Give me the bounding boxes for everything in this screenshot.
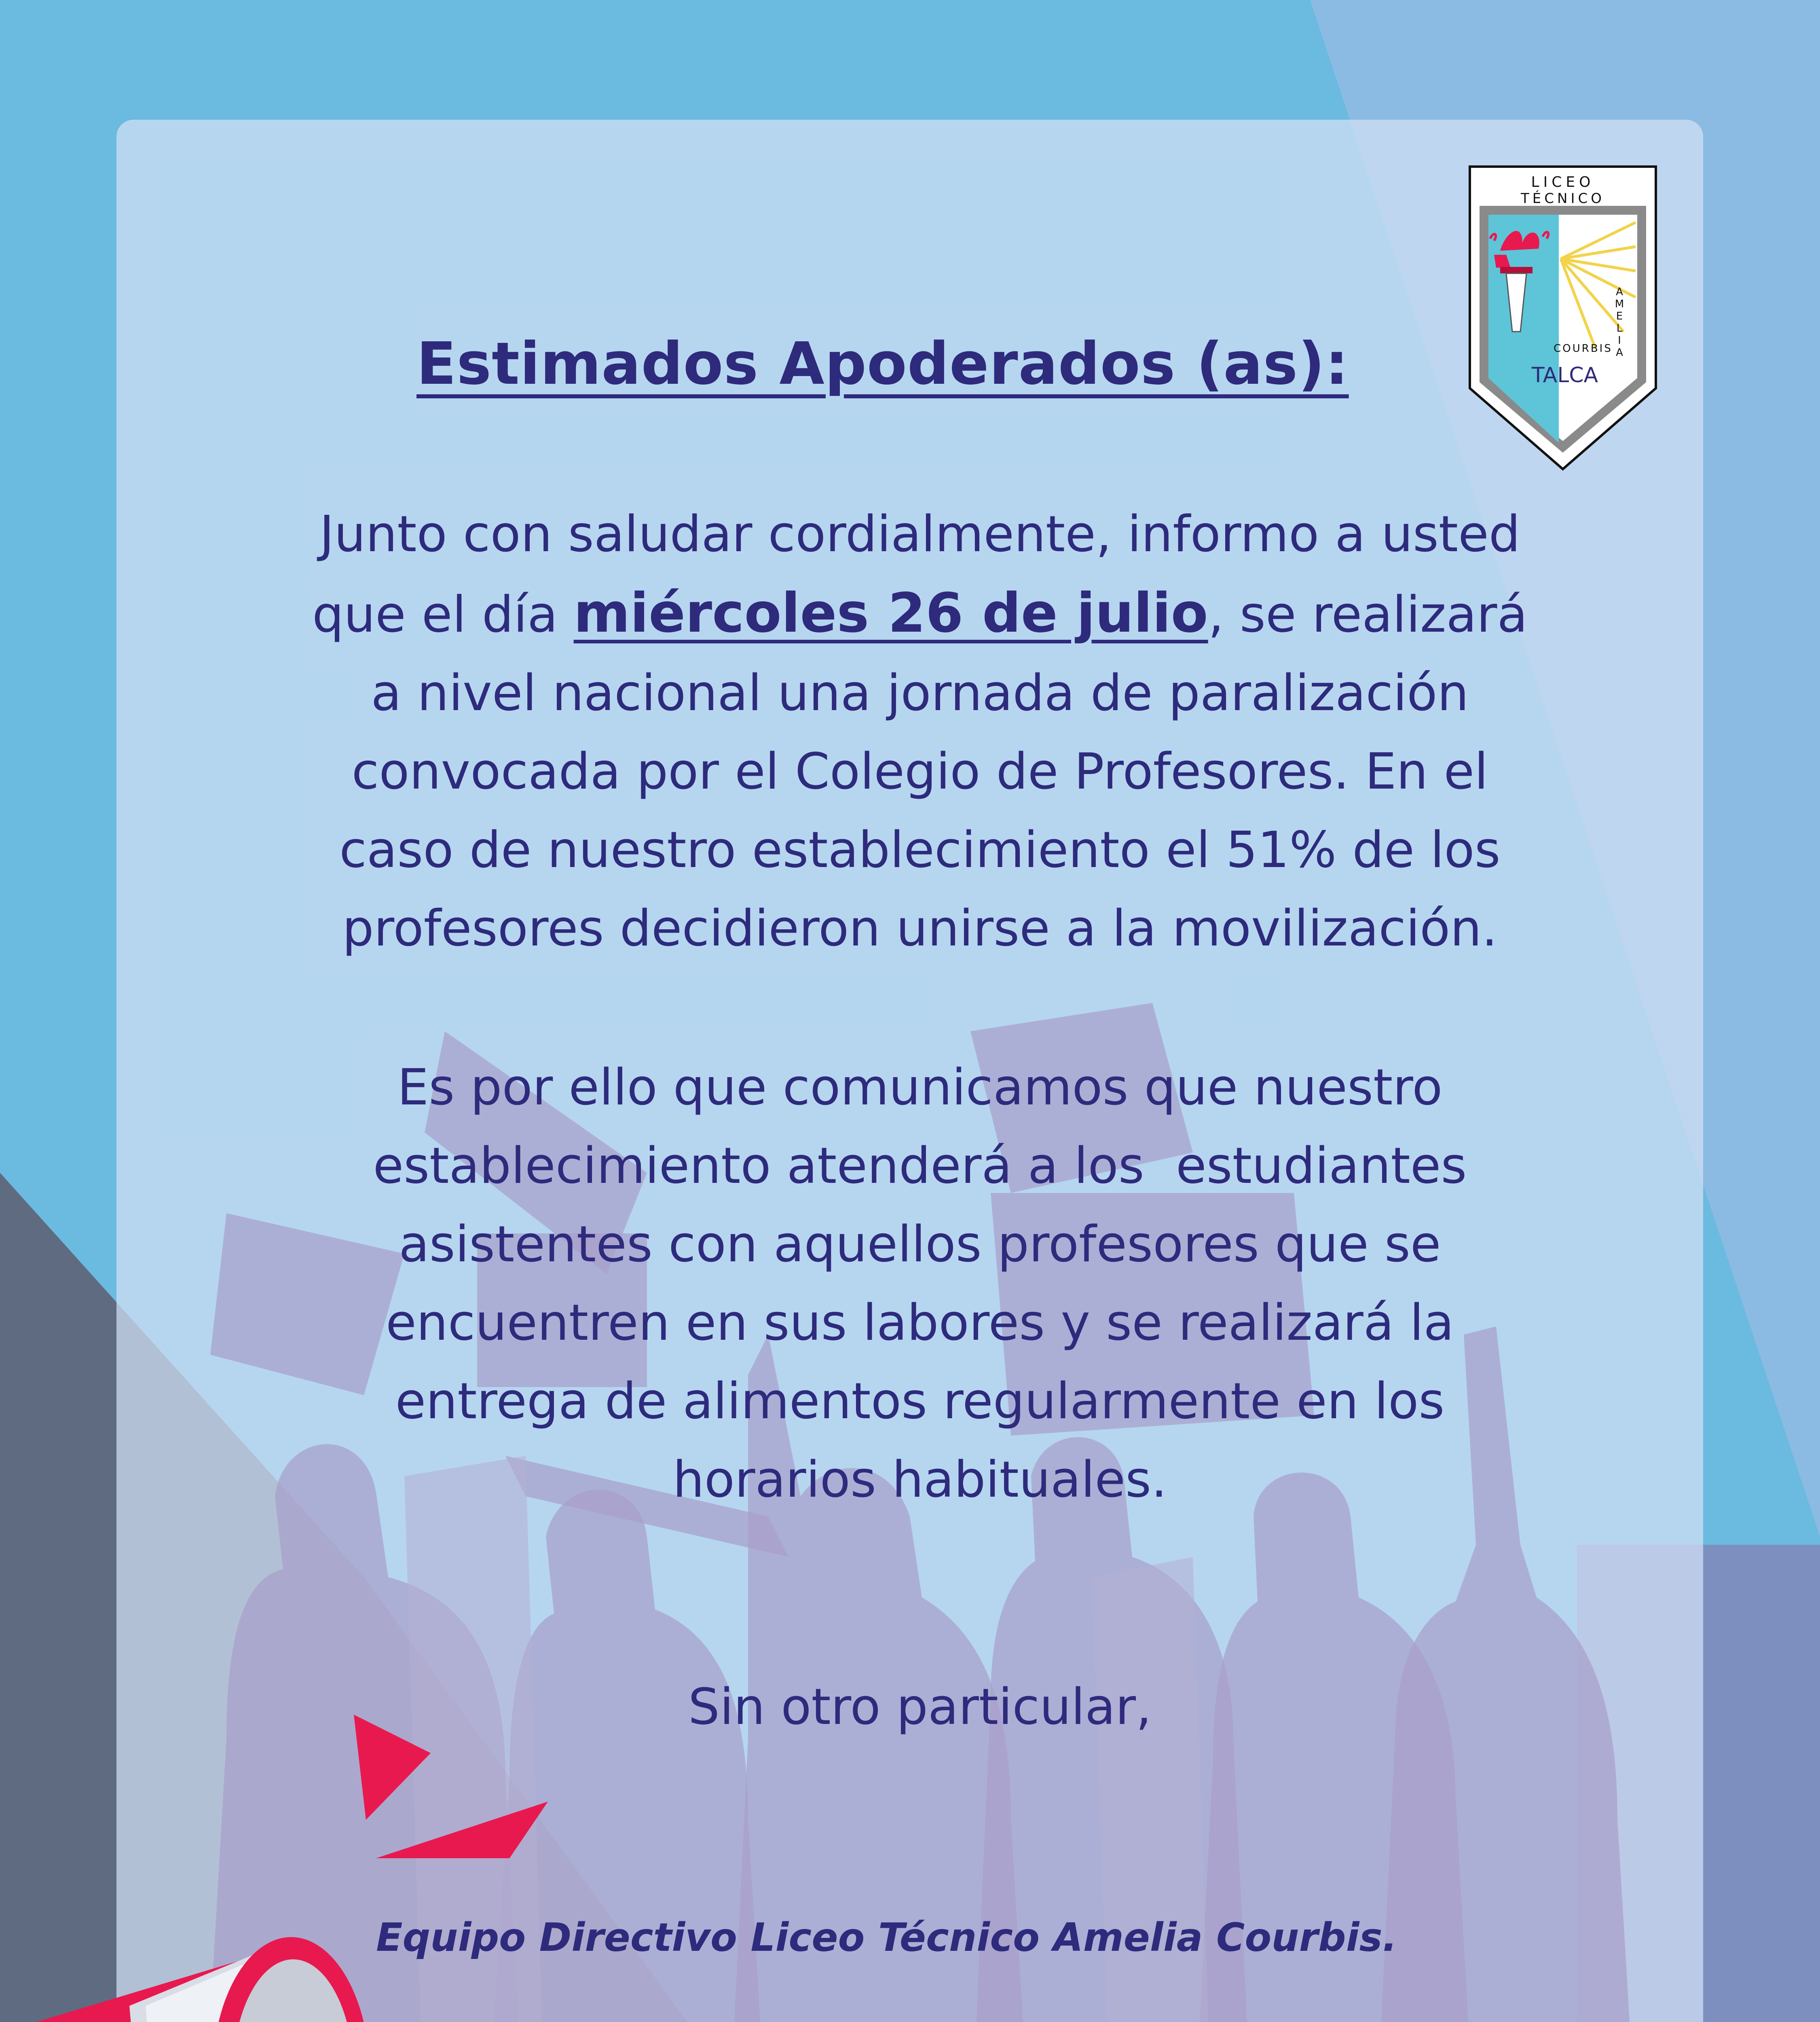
paragraph2-line1: Es por ello que comunicamos que nuestro [397,1059,1443,1117]
signature: Equipo Directivo Liceo Técnico Amelia Courbis. [376,1915,1397,1960]
paragraph-announcement [263,495,1577,968]
paragraph2-line5: entrega de alimentos regularmente en los [395,1373,1445,1430]
paragraph1-line4: convocada por el Colegio de Profesores. En el [351,743,1488,801]
closing-line [263,1668,1577,1747]
logo-side-letter-4: L [1616,322,1623,334]
page-title: Estimados Apoderados (as): [416,330,1349,398]
paragraph2-line6: horarios habituales. [672,1451,1167,1509]
paragraph1-line2 [263,574,1577,654]
paragraph1-line5: caso de nuestro establecimiento el 51% de los [339,821,1501,879]
logo-side-letter-5: I [1618,334,1621,347]
logo-side-letter-1: A [1616,286,1623,298]
paragraph1-line6: profesores decidieron unirse a la movilización. [342,900,1498,958]
paragraph2-line3: asistentes con aquellos profesores que se [399,1216,1441,1273]
paragraph2-line2: establecimiento atenderá a los estudiantes [373,1137,1467,1195]
logo-side-letter-2: M [1615,298,1624,310]
logo-city: TALCA [1531,363,1598,387]
paragraph1-line2-after: , se realizará [1208,586,1528,644]
megaphone-icon [8,1698,574,2022]
logo-name: COURBIS [1554,343,1613,355]
paragraph1-line2-before: que el día [312,586,574,644]
paragraph-attendance [263,1049,1577,1519]
closing-text: Sin otro particular, [688,1678,1152,1736]
logo-side-letter-3: E [1616,310,1623,322]
paragraph1-line3: a nivel nacional una jornada de paralización [371,664,1469,722]
date-highlight: miércoles 26 de julio [573,582,1208,645]
paragraph2-line4: encuentren en sus labores y se realizará la [386,1294,1454,1352]
logo-line2: TÉCNICO [1521,190,1605,207]
logo-side-letter-6: A [1616,347,1623,359]
paragraph1-line1: Junto con saludar cordialmente, informo a usted [319,506,1520,563]
logo-line1: LICEO [1531,174,1595,190]
school-logo [1462,162,1664,473]
